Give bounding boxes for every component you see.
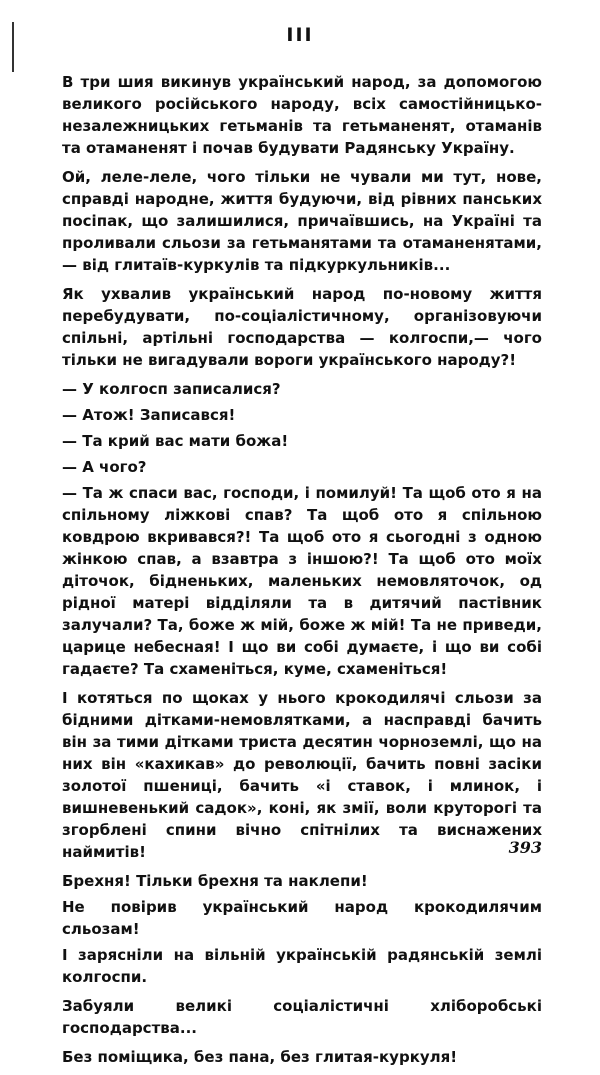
dialog-line: — Атож! Записався! bbox=[62, 406, 236, 424]
dialog-line: — А чого? bbox=[62, 458, 147, 476]
paragraph: І котяться по щоках у нього крокодилячі сльози за бідними дітками-немовлятками, а насправді бачить він за тими дітками триста десятин чорноземлі, що на них він «кахикав» до революції, бачить повні засіки золотої пшениці, бачить «і ставок, і млинок, і вишневенький садок», коні, як змії, воли круторогі та згорблені спини вічно спітнілих та виснажених наймитів! bbox=[62, 689, 542, 861]
dialog-line: — Та крий вас мати божа! bbox=[62, 432, 289, 450]
paragraph: І зарясніли на вільній українській радянській землі колгоспи. bbox=[62, 946, 542, 986]
dialog-line: — Та ж спаси вас, господи, і помилуй! Та щоб ото я на спільному ліжкові спав? Та щоб ото я спільною ковдрою вкривався?! Та щоб ото я сьогодні з одною жінкою спав, а взавтра з іншою?! Та щоб ото моїх діточок, бідненьких, маленьких немовляточок, од рідної матері відділяли та в дитячий пастівник залучали? Та, боже ж мій, боже ж мій! Та не приведи, царице небесная! І що ви собі думаєте, і що ви собі гадаєте? Та схаменіться, куме, схаменіться! bbox=[62, 484, 542, 678]
paragraph: В три шия викинув український народ, за допомогою великого російського народу, всіх самостійницько-незалежницьких гетьманів та гетьманенят, отаманів та отаманенят і почав будувати Радянську Україну. bbox=[62, 73, 542, 157]
body-text bbox=[62, 71, 542, 1075]
paragraph: Ой, леле-леле, чого тільки не чували ми тут, нове, справді народне, життя будуючи, від рівних панських посіпак, що залишилися, причаївшись, на Україні та проливали сльози за гетьманятами та отаманенятами,— від глитаїв-куркулів та підкуркульників... bbox=[62, 168, 542, 274]
page-number: 393 bbox=[508, 838, 542, 857]
paragraph: Забуяли великі соціалістичні хліборобські господарства... bbox=[62, 997, 542, 1037]
paragraph: Як ухвалив український народ по-новому життя перебудувати, по-соціалістичному, організовуючи спільні, артільні господарства — колгоспи,— чого тільки не вигадували вороги українського народу?! bbox=[62, 285, 542, 369]
dialog-line: — У колгосп записалися? bbox=[62, 380, 281, 398]
paragraph: Не повірив український народ крокодилячим сльозам! bbox=[62, 898, 542, 938]
paragraph: Брехня! Тільки брехня та наклепи! bbox=[62, 872, 368, 890]
chapter-heading: III bbox=[286, 24, 314, 46]
paragraph: Без поміщика, без пана, без глитая-куркуля! bbox=[62, 1048, 458, 1066]
